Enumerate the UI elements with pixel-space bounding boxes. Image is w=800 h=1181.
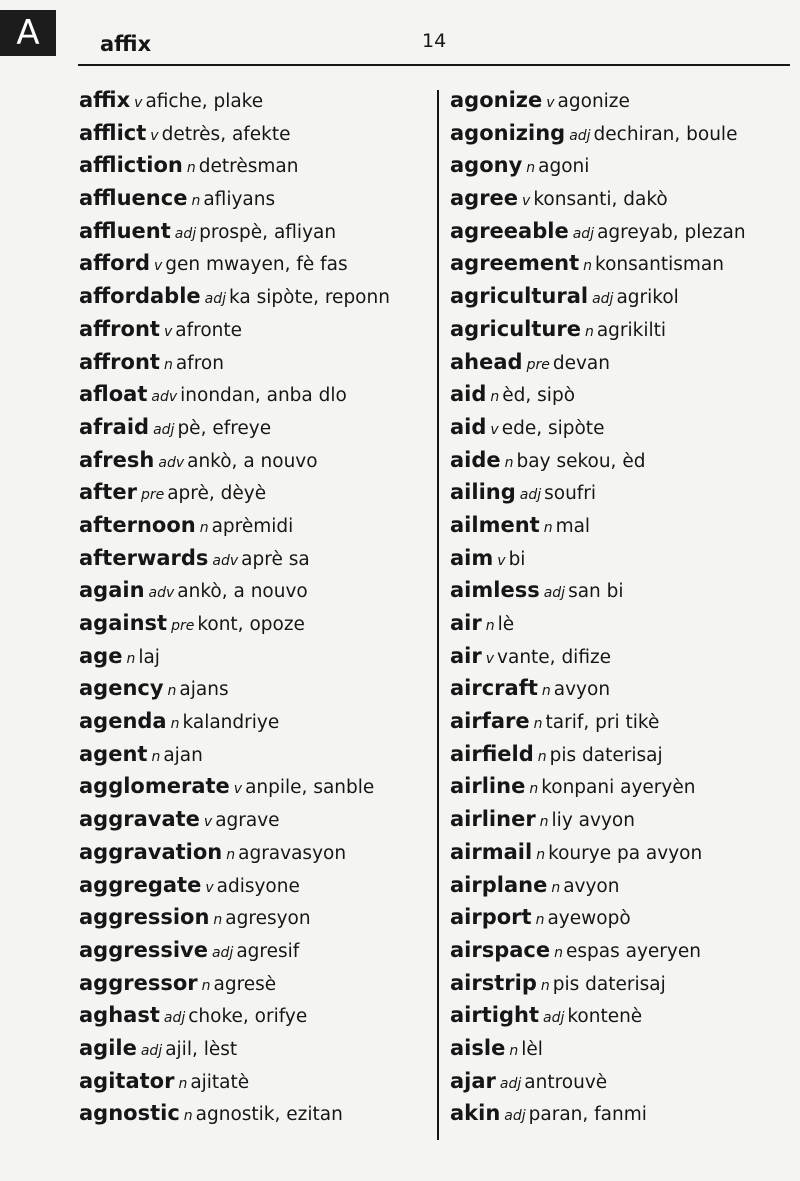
dictionary-entry: [450, 967, 795, 1000]
entry-translation: agrikilti: [596, 319, 667, 341]
entry-part-of-speech: n: [541, 683, 551, 700]
entry-part-of-speech: n: [540, 977, 550, 994]
entry-headword: afflict: [79, 120, 147, 145]
entry-part-of-speech: n: [485, 618, 495, 634]
dictionary-entry: [79, 901, 431, 934]
dictionary-entry: [79, 1032, 431, 1065]
entry-part-of-speech: n: [183, 1108, 193, 1125]
dictionary-entry: [79, 182, 431, 215]
entry-part-of-speech: n: [509, 1042, 519, 1059]
entry-part-of-speech: n: [535, 912, 545, 929]
entry-headword: air: [450, 643, 482, 668]
entry-part-of-speech: adv: [212, 552, 239, 569]
entry-part-of-speech: n: [583, 258, 593, 275]
entry-translation: soufri: [544, 483, 597, 505]
entry-translation: inondan, anba dlo: [180, 385, 347, 407]
entry-headword: affordable: [79, 284, 201, 309]
entry-part-of-speech: n: [539, 814, 549, 831]
entry-translation: agrikol: [616, 287, 679, 309]
entry-headword: aghast: [79, 1003, 160, 1028]
entry-headword: affront: [79, 316, 160, 341]
entry-headword: agitator: [79, 1068, 175, 1093]
dictionary-entry: [450, 738, 795, 771]
entry-translation: devan: [552, 352, 610, 374]
left-column: [79, 84, 431, 1130]
entry-headword: agglomerate: [79, 774, 230, 799]
entry-headword: aisle: [450, 1035, 506, 1060]
entry-part-of-speech: n: [186, 160, 196, 177]
entry-headword: affluence: [79, 186, 188, 211]
entry-headword: agree: [450, 186, 519, 211]
dictionary-entry: [79, 1065, 431, 1098]
entry-translation: laj: [138, 646, 160, 668]
entry-part-of-speech: n: [163, 356, 173, 373]
entry-part-of-speech: n: [536, 846, 546, 863]
dictionary-entry: [450, 476, 795, 509]
entry-part-of-speech: pre: [140, 487, 165, 504]
entry-headword: agency: [79, 676, 164, 701]
entry-part-of-speech: n: [526, 160, 536, 177]
dictionary-entry: [79, 542, 431, 575]
entry-translation: ayewopò: [547, 908, 631, 930]
entry-headword: aid: [450, 414, 487, 439]
dictionary-entry: [79, 215, 431, 248]
entry-translation: mal: [555, 515, 591, 537]
entry-translation: konpani ayeryèn: [541, 777, 696, 799]
entry-translation: pis daterisaj: [549, 744, 663, 766]
dictionary-entry: [450, 672, 795, 705]
dictionary-entry: [450, 901, 795, 934]
entry-headword: aggressor: [79, 970, 198, 995]
entry-headword: air: [450, 611, 482, 635]
entry-headword: aim: [450, 545, 494, 570]
entry-part-of-speech: v: [163, 323, 173, 340]
entry-headword: aggressive: [79, 937, 208, 962]
entry-part-of-speech: v: [150, 127, 159, 144]
entry-part-of-speech: n: [126, 650, 136, 667]
entry-translation: agresè: [213, 973, 277, 995]
entry-translation: èd, sipò: [502, 385, 576, 407]
dictionary-entry: [450, 1065, 795, 1098]
entry-part-of-speech: v: [490, 421, 499, 438]
entry-translation: agreyab, plezan: [597, 221, 746, 243]
entry-translation: choke, orifye: [188, 1006, 308, 1028]
entry-translation: konsantisman: [595, 254, 724, 276]
entry-headword: aggression: [79, 905, 210, 930]
entry-part-of-speech: n: [529, 781, 539, 798]
entry-headword: ahead: [450, 349, 523, 374]
entry-part-of-speech: adj: [569, 127, 591, 144]
entry-part-of-speech: adj: [543, 585, 566, 602]
entry-translation: agonize: [557, 91, 630, 112]
entry-translation: afiche, plake: [145, 91, 264, 112]
entry-translation: gen mwayen, fè fas: [165, 254, 348, 276]
entry-part-of-speech: v: [203, 814, 213, 831]
entry-translation: adisyone: [216, 875, 300, 897]
entry-translation: kourye pa avyon: [548, 842, 703, 864]
entry-translation: pis daterisaj: [552, 973, 666, 995]
dictionary-entry: [450, 509, 795, 542]
dictionary-entry: [450, 934, 795, 967]
dictionary-entry: [450, 444, 795, 477]
entry-part-of-speech: n: [584, 323, 594, 340]
entry-translation: kont, opoze: [197, 614, 305, 635]
dictionary-entry: [79, 247, 431, 280]
dictionary-entry: [79, 999, 431, 1032]
entry-headword: airspace: [450, 937, 551, 962]
entry-part-of-speech: n: [201, 977, 211, 994]
entry-part-of-speech: n: [167, 683, 177, 700]
entry-headword: airliner: [450, 807, 536, 832]
entry-headword: afterwards: [79, 545, 209, 570]
entry-translation: bay sekou, èd: [516, 450, 646, 472]
dictionary-entry: [450, 84, 795, 117]
entry-headword: affront: [79, 349, 160, 374]
entry-part-of-speech: pre: [171, 618, 195, 634]
entry-translation: detrès, afekte: [161, 123, 291, 145]
dictionary-entry: [450, 999, 795, 1032]
entry-headword: afraid: [79, 414, 150, 439]
entry-translation: bi: [508, 548, 526, 570]
dictionary-entry: [450, 346, 795, 379]
dictionary-entry: [79, 411, 431, 444]
dictionary-entry: [79, 836, 431, 869]
entry-headword: aide: [450, 447, 501, 472]
dictionary-entry: [79, 967, 431, 1000]
dictionary-entry: [79, 1097, 431, 1130]
entry-headword: agonizing: [450, 120, 566, 145]
entry-headword: agony: [450, 153, 523, 178]
entry-part-of-speech: adj: [174, 225, 197, 242]
entry-translation: kontenè: [567, 1006, 643, 1028]
entry-part-of-speech: adj: [542, 1010, 565, 1027]
entry-headword: agile: [79, 1035, 137, 1060]
entry-translation: konsanti, dakò: [533, 189, 668, 211]
entry-headword: akin: [450, 1101, 501, 1126]
entry-headword: airtight: [450, 1003, 539, 1028]
entry-part-of-speech: n: [170, 716, 180, 733]
entry-translation: ajitatè: [190, 1071, 250, 1093]
entry-translation: aprè sa: [241, 548, 310, 570]
entry-translation: ajans: [179, 679, 229, 701]
entry-headword: agonize: [450, 88, 543, 112]
entry-headword: agent: [79, 741, 148, 766]
entry-headword: airplane: [450, 872, 548, 897]
entry-headword: aggregate: [79, 872, 202, 897]
entry-translation: ajan: [163, 744, 203, 766]
entry-translation: tarif, pri tikè: [545, 712, 660, 734]
entry-part-of-speech: adj: [592, 291, 614, 308]
entry-part-of-speech: n: [537, 748, 547, 765]
dictionary-entry: [79, 803, 431, 836]
dictionary-entry: [79, 869, 431, 902]
entry-translation: vante, difize: [497, 646, 612, 668]
dictionary-entry: [79, 640, 431, 673]
entry-headword: aggravation: [79, 839, 223, 864]
entry-part-of-speech: n: [543, 519, 553, 536]
entry-translation: dechiran, boule: [593, 123, 738, 145]
dictionary-entry: [450, 836, 795, 869]
entry-part-of-speech: n: [213, 912, 223, 929]
dictionary-entry: [79, 346, 431, 379]
entry-part-of-speech: v: [522, 193, 531, 210]
entry-part-of-speech: v: [134, 95, 143, 111]
dictionary-entry: [450, 378, 795, 411]
entry-translation: aprèmidi: [211, 515, 294, 537]
dictionary-entry: [79, 476, 431, 509]
dictionary-entry: [450, 574, 795, 607]
entry-translation: ede, sipòte: [501, 417, 605, 439]
entry-translation: aprè, dèyè: [167, 483, 267, 505]
dictionary-entry: [79, 149, 431, 182]
entry-headword: airfare: [450, 709, 530, 734]
entry-part-of-speech: n: [178, 1075, 188, 1092]
entry-part-of-speech: pre: [526, 356, 550, 373]
entry-part-of-speech: n: [554, 944, 563, 961]
entry-part-of-speech: adj: [153, 421, 175, 438]
dictionary-entry: [79, 444, 431, 477]
entry-headword: again: [79, 578, 145, 603]
entry-headword: age: [79, 643, 123, 668]
entry-headword: affluent: [79, 218, 171, 243]
entry-headword: afloat: [79, 382, 148, 407]
entry-headword: afford: [79, 251, 150, 276]
dictionary-entry: [450, 247, 795, 280]
entry-translation: liy avyon: [551, 810, 635, 832]
entry-headword: airstrip: [450, 970, 537, 995]
entry-headword: aid: [450, 382, 487, 407]
entry-translation: agnostik, ezitan: [195, 1104, 343, 1126]
entry-translation: antrouvè: [524, 1071, 608, 1093]
entry-part-of-speech: v: [233, 781, 243, 798]
dictionary-entry: [79, 574, 431, 607]
dictionary-entry: [450, 280, 795, 313]
dictionary-entry: [79, 280, 431, 313]
entry-translation: san bi: [568, 581, 624, 603]
entry-translation: anpile, sanble: [245, 777, 375, 799]
dictionary-entry: [79, 313, 431, 346]
dictionary-entry: [450, 869, 795, 902]
entry-headword: ailing: [450, 480, 516, 505]
entry-part-of-speech: v: [205, 879, 214, 896]
entry-headword: airfield: [450, 741, 534, 766]
entry-translation: avyon: [563, 875, 620, 897]
entry-part-of-speech: adj: [211, 944, 234, 961]
entry-translation: avyon: [553, 679, 611, 701]
entry-part-of-speech: n: [226, 846, 236, 863]
dictionary-entry: [450, 542, 795, 575]
entry-headword: airline: [450, 774, 526, 799]
section-letter-tab: A: [0, 10, 56, 56]
entry-part-of-speech: n: [191, 193, 201, 210]
entry-part-of-speech: n: [551, 879, 561, 896]
entry-headword: aimless: [450, 578, 540, 603]
entry-part-of-speech: adj: [504, 1108, 526, 1125]
dictionary-entry: [79, 607, 431, 640]
entry-part-of-speech: n: [151, 748, 161, 765]
entry-headword: agreement: [450, 251, 580, 276]
dictionary-entry: [450, 215, 795, 248]
dictionary-entry: [450, 803, 795, 836]
entry-part-of-speech: n: [504, 454, 514, 471]
entry-translation: detrèsman: [198, 156, 299, 178]
entry-headword: affliction: [79, 153, 183, 178]
dictionary-entry: [79, 509, 431, 542]
entry-headword: ajar: [450, 1068, 496, 1093]
dictionary-entry: [79, 84, 431, 117]
entry-headword: afresh: [79, 447, 155, 472]
entry-headword: against: [79, 611, 168, 635]
dictionary-entry: [79, 738, 431, 771]
entry-translation: agoni: [538, 156, 590, 178]
entry-headword: affix: [79, 88, 131, 112]
entry-translation: pè, efreye: [177, 417, 272, 439]
dictionary-entry: [79, 705, 431, 738]
entry-translation: afronte: [175, 319, 242, 341]
entry-part-of-speech: adj: [163, 1010, 186, 1027]
entry-part-of-speech: n: [199, 519, 209, 536]
entry-translation: espas ayeryen: [566, 940, 701, 962]
entry-headword: aggravate: [79, 807, 200, 832]
dictionary-entry: [450, 1032, 795, 1065]
entry-headword: after: [79, 480, 137, 505]
entry-headword: afternoon: [79, 512, 196, 537]
entry-translation: lè: [497, 614, 515, 635]
entry-headword: agreeable: [450, 218, 569, 243]
entry-translation: agresyon: [225, 908, 311, 930]
entry-headword: agnostic: [79, 1101, 180, 1126]
dictionary-entry: [450, 411, 795, 444]
column-divider: [437, 90, 439, 1140]
entry-translation: afron: [175, 352, 224, 374]
page-number: 14: [422, 30, 447, 52]
entry-part-of-speech: adv: [148, 585, 175, 602]
entry-translation: ka sipòte, reponn: [229, 287, 390, 309]
entry-part-of-speech: adj: [140, 1042, 163, 1059]
entry-translation: paran, fanmi: [528, 1104, 647, 1126]
entry-part-of-speech: adv: [158, 454, 185, 471]
dictionary-entry: [79, 770, 431, 803]
entry-part-of-speech: adj: [204, 291, 227, 308]
entry-translation: kalandriye: [182, 712, 280, 734]
entry-translation: ankò, a nouvo: [177, 581, 308, 603]
entry-headword: agricultural: [450, 284, 589, 309]
entry-headword: agenda: [79, 709, 167, 734]
header-rule: [78, 64, 790, 66]
dictionary-entry: [79, 117, 431, 150]
entry-headword: agriculture: [450, 316, 581, 341]
entry-headword: airport: [450, 905, 532, 930]
entry-part-of-speech: v: [497, 552, 506, 569]
entry-part-of-speech: adv: [151, 389, 178, 406]
entry-headword: ailment: [450, 512, 540, 537]
entry-part-of-speech: adj: [519, 487, 542, 504]
entry-part-of-speech: v: [154, 258, 163, 275]
dictionary-entry: [450, 640, 795, 673]
dictionary-entry: [450, 149, 795, 182]
entry-translation: ankò, a nouvo: [187, 450, 318, 472]
entry-part-of-speech: v: [546, 95, 555, 111]
entry-part-of-speech: n: [533, 716, 543, 733]
dictionary-entry: [450, 182, 795, 215]
entry-translation: agravasyon: [238, 842, 347, 864]
right-column: [450, 84, 795, 1130]
dictionary-entry: [450, 1097, 795, 1130]
entry-translation: prospè, afliyan: [199, 221, 337, 243]
entry-translation: lèl: [521, 1038, 543, 1060]
dictionary-entry: [79, 934, 431, 967]
entry-part-of-speech: adj: [572, 225, 595, 242]
entry-headword: aircraft: [450, 676, 538, 701]
entry-part-of-speech: adj: [499, 1075, 522, 1092]
dictionary-entry: [79, 672, 431, 705]
entry-translation: ajil, lèst: [165, 1038, 238, 1060]
dictionary-entry: [450, 770, 795, 803]
entry-translation: agresif: [236, 940, 300, 962]
dictionary-entry: [450, 313, 795, 346]
dictionary-entry: [79, 378, 431, 411]
dictionary-entry: [450, 117, 795, 150]
entry-part-of-speech: v: [485, 650, 495, 667]
dictionary-entry: [450, 705, 795, 738]
entry-translation: agrave: [215, 810, 280, 832]
dictionary-entry: [450, 607, 795, 640]
entry-headword: airmail: [450, 839, 533, 864]
guide-word: affix: [100, 32, 152, 56]
entry-part-of-speech: n: [490, 389, 500, 406]
entry-translation: afliyans: [203, 189, 276, 211]
